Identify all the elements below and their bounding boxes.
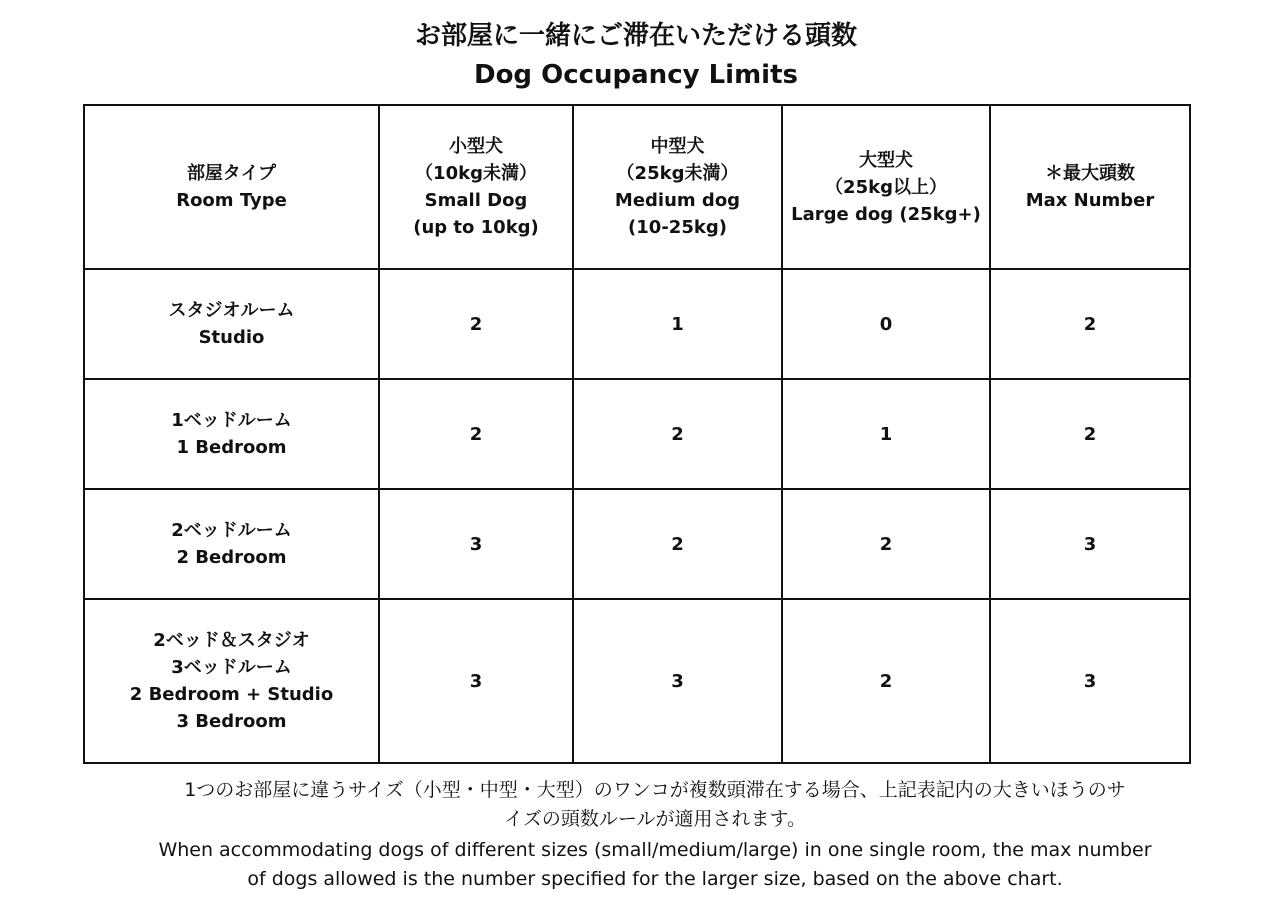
header-medium-dog-en: Medium dog: [614, 190, 741, 211]
table-row-2-bedroom-studio-3-bedroom: [84, 599, 1190, 763]
table-row-2-bedroom: [84, 489, 1190, 599]
header-small-dog: [379, 105, 573, 269]
header-medium-dog-weight-en: (10-25kg): [628, 217, 727, 238]
room-type-en: 2 Bedroom + Studio: [129, 684, 334, 705]
max-number-count: 3: [990, 599, 1190, 763]
header-max-number-en: Max Number: [1025, 190, 1155, 211]
medium-dog-count: 1: [573, 269, 782, 379]
max-number-count: 2: [990, 269, 1190, 379]
header-small-dog-en: Small Dog: [424, 190, 528, 211]
header-medium-dog-jp: 中型犬: [650, 136, 705, 157]
header-large-dog: [782, 105, 990, 269]
header-medium-dog: [573, 105, 782, 269]
header-room-type-jp: 部屋タイプ: [186, 163, 277, 184]
header-room-type-en: Room Type: [176, 190, 287, 211]
medium-dog-count: 3: [573, 599, 782, 763]
large-dog-count: 2: [782, 489, 990, 599]
header-large-dog-en: Large dog (25kg+): [791, 203, 981, 225]
table-row-1-bedroom: [84, 379, 1190, 489]
footnote-english-line-1: When accommodating dogs of different sizes (small/medium/large) in one single room, the max number: [158, 839, 1152, 861]
header-small-dog-weight-jp: （10kg未満）: [415, 163, 537, 184]
header-room-type: [84, 105, 379, 269]
header-medium-dog-weight-jp: （25kg未満）: [616, 163, 739, 184]
footnote-english-line-2: of dogs allowed is the number specified for the larger size, based on the above chart.: [247, 868, 1063, 890]
small-dog-count: 2: [379, 379, 573, 489]
footnote-english: [110, 836, 1200, 894]
room-type-en: 2 Bedroom: [176, 547, 287, 568]
table-header-row: [84, 105, 1190, 269]
small-dog-count: 2: [379, 269, 573, 379]
room-type-cell: [84, 269, 379, 379]
large-dog-count: 0: [782, 269, 990, 379]
room-type-en: 1 Bedroom: [176, 437, 287, 458]
medium-dog-count: 2: [573, 489, 782, 599]
header-small-dog-weight-en: (up to 10kg): [413, 217, 539, 238]
room-type-cell: [84, 489, 379, 599]
header-small-dog-jp: 小型犬: [449, 136, 503, 157]
header-large-dog-weight-jp: （25kg以上）: [825, 176, 947, 198]
room-type-cell: [84, 599, 379, 763]
page-title-english: Dog Occupancy Limits: [473, 60, 798, 90]
header-max-number-jp: ＊最大頭数: [1045, 163, 1135, 184]
room-type-jp: 2ベッド＆スタジオ: [153, 630, 310, 651]
table-row-studio: [84, 269, 1190, 379]
room-type-cell: [84, 379, 379, 489]
room-type-jp-alt: 3ベッドルーム: [171, 657, 292, 678]
small-dog-count: 3: [379, 489, 573, 599]
room-type-en-alt: 3 Bedroom: [176, 711, 287, 732]
large-dog-count: 1: [782, 379, 990, 489]
page-title-japanese: お部屋に一緒にご滞在いただける頭数: [414, 21, 857, 51]
room-type-jp: 2ベッドルーム: [171, 520, 292, 541]
room-type-en: Studio: [198, 327, 265, 348]
footnote-japanese-line-2: イズの頭数ルールが適用されます。: [504, 808, 806, 830]
footnote-japanese-line-1: 1つのお部屋に違うサイズ（小型・中型・大型）のワンコが複数頭滞在する場合、上記表記内の大きいほうのサ: [184, 779, 1126, 801]
small-dog-count: 3: [379, 599, 573, 763]
footnote-japanese: [110, 776, 1200, 834]
max-number-count: 2: [990, 379, 1190, 489]
room-type-jp: 1ベッドルーム: [171, 410, 292, 431]
max-number-count: 3: [990, 489, 1190, 599]
occupancy-table: [83, 104, 1191, 764]
large-dog-count: 2: [782, 599, 990, 763]
room-type-jp: スタジオルーム: [168, 300, 295, 321]
header-max-number: [990, 105, 1190, 269]
header-large-dog-jp: 大型犬: [859, 149, 913, 171]
medium-dog-count: 2: [573, 379, 782, 489]
